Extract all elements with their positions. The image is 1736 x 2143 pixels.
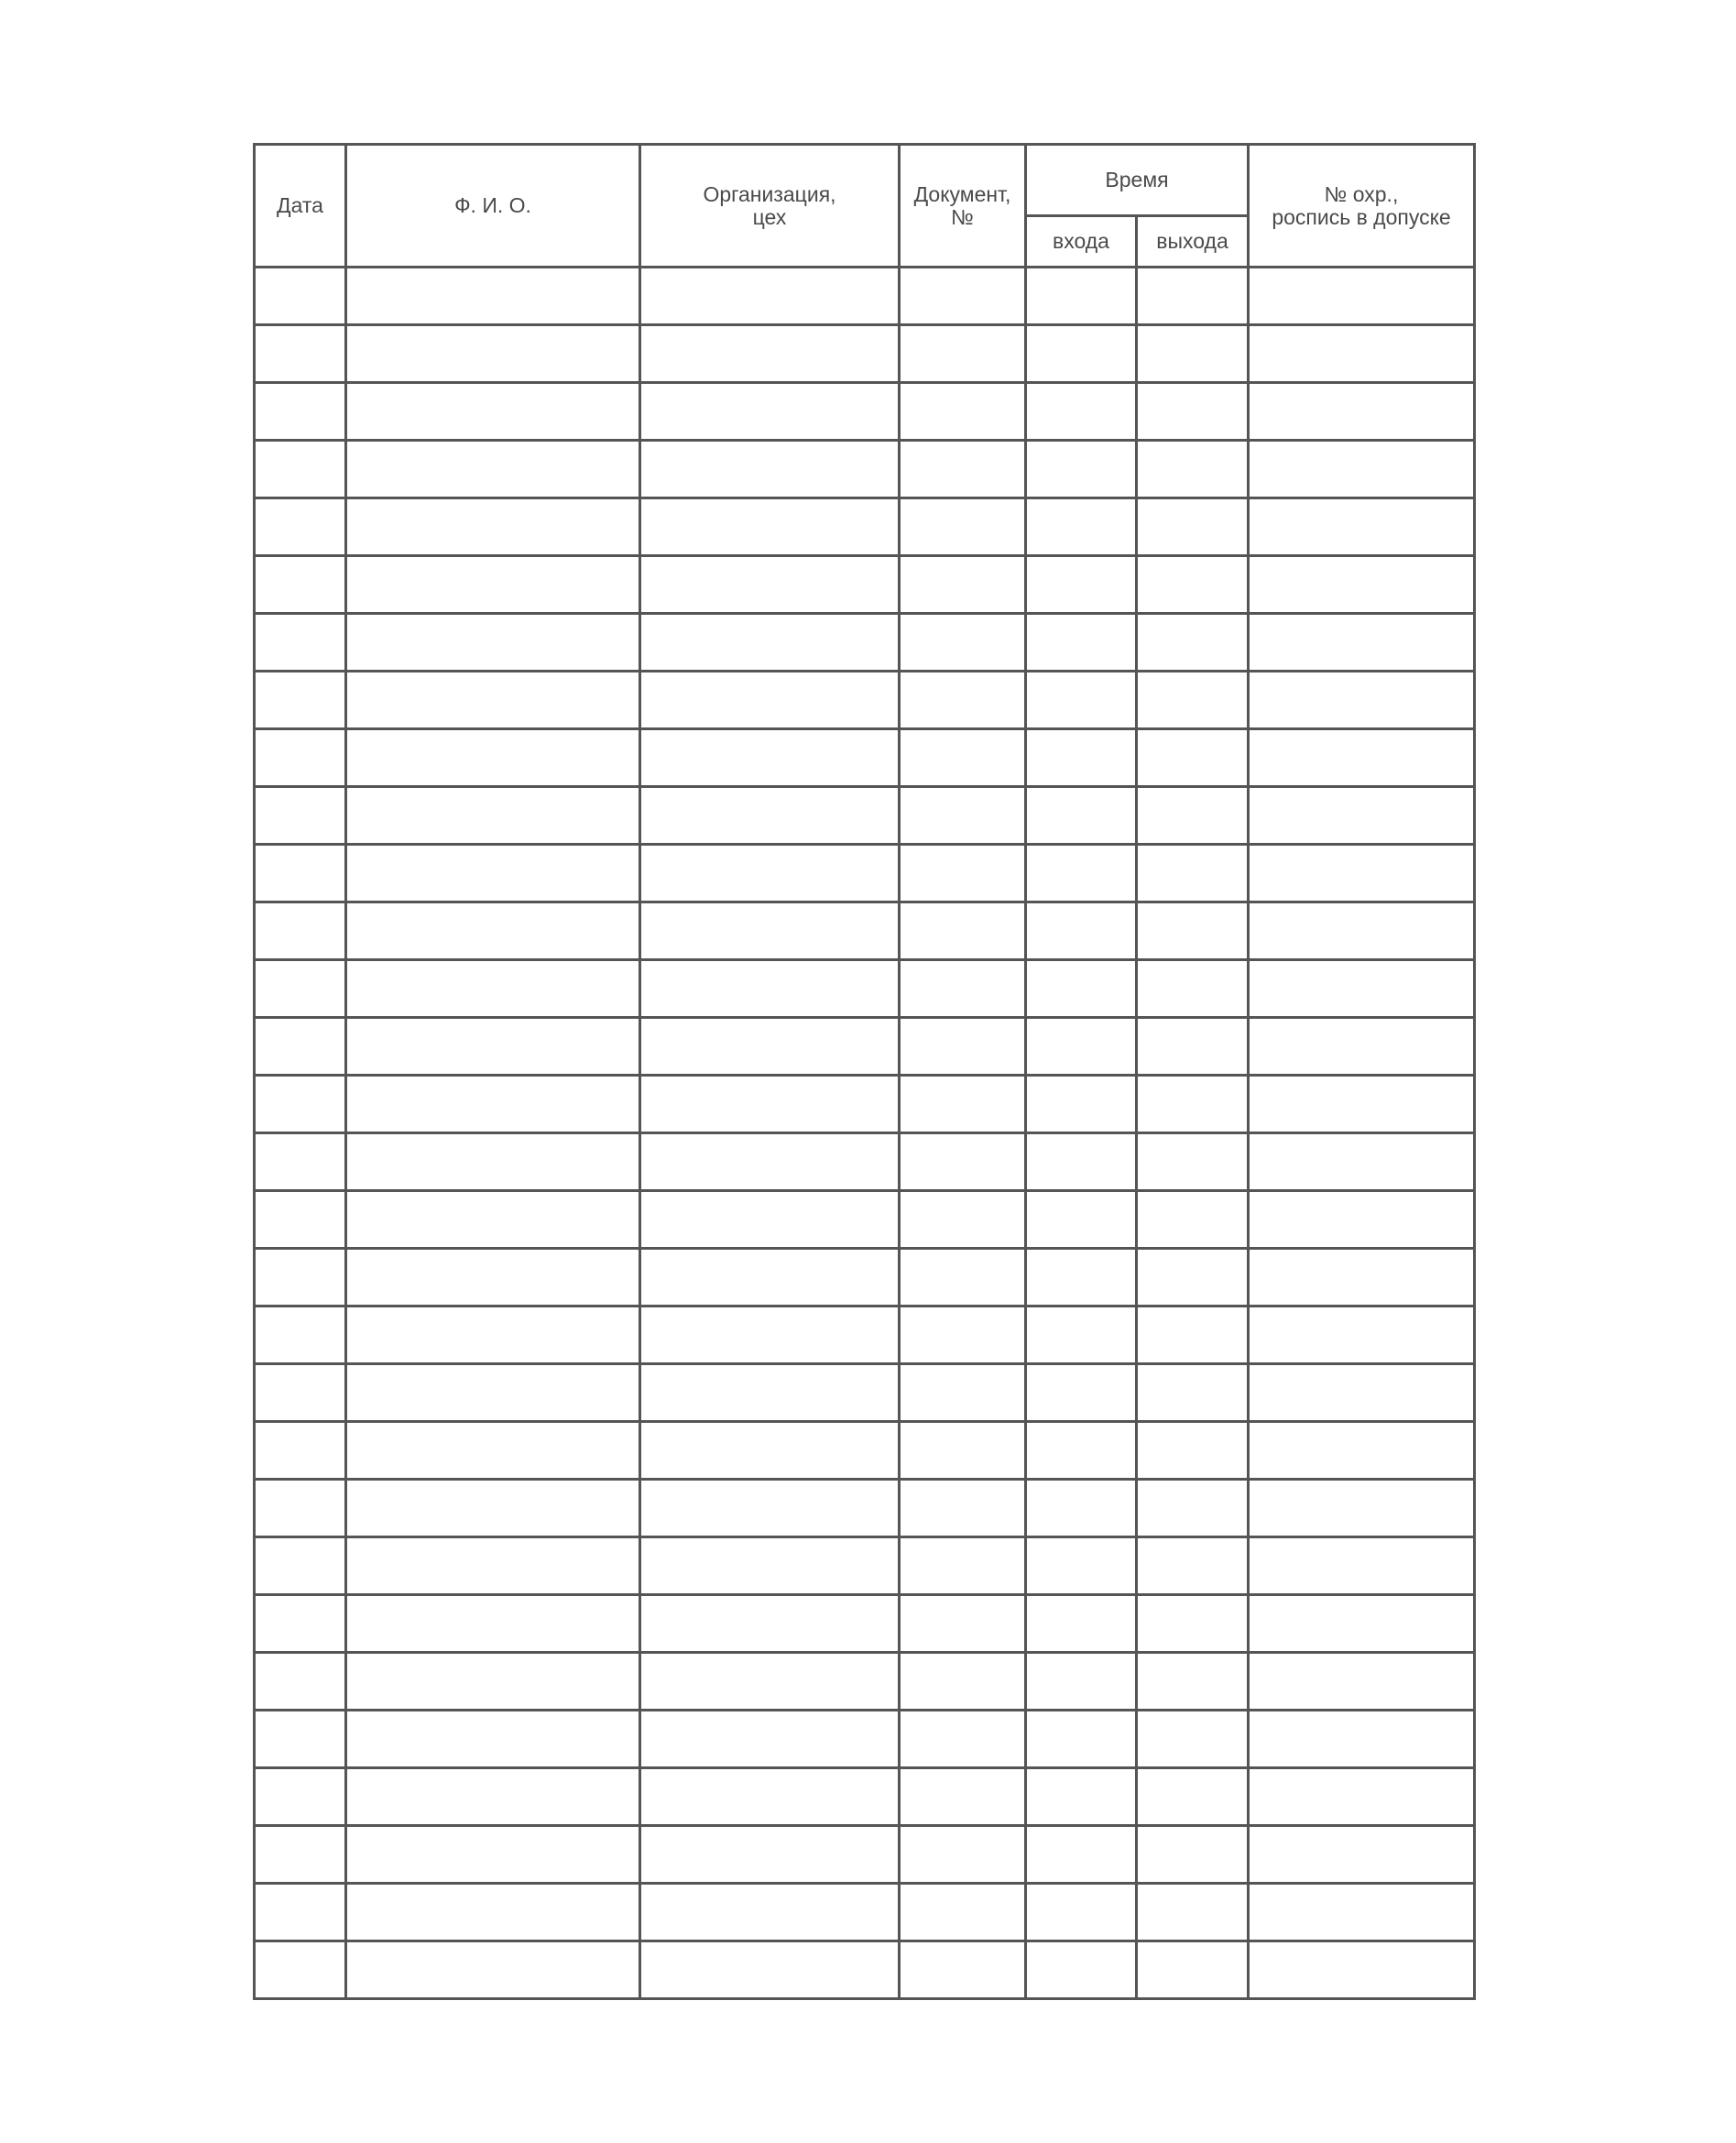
cell-guard-signature bbox=[1249, 1422, 1475, 1480]
table-row bbox=[255, 1653, 1475, 1711]
cell-exit bbox=[1137, 1018, 1249, 1076]
cell-document bbox=[900, 1941, 1026, 1999]
header-fio-label: Ф. И. О. bbox=[454, 193, 531, 217]
cell-date bbox=[255, 383, 346, 441]
cell-organization bbox=[640, 1076, 900, 1133]
cell-entry bbox=[1026, 1884, 1137, 1941]
cell-document bbox=[900, 498, 1026, 556]
cell-entry bbox=[1026, 960, 1137, 1018]
cell-entry bbox=[1026, 1653, 1137, 1711]
header-time bbox=[1026, 145, 1249, 216]
cell-fio bbox=[346, 268, 640, 325]
cell-fio bbox=[346, 383, 640, 441]
cell-organization bbox=[640, 498, 900, 556]
table-row bbox=[255, 1364, 1475, 1422]
cell-exit bbox=[1137, 1941, 1249, 1999]
cell-document bbox=[900, 1480, 1026, 1537]
cell-document bbox=[900, 845, 1026, 902]
cell-document bbox=[900, 325, 1026, 383]
table-row bbox=[255, 556, 1475, 614]
cell-guard-signature bbox=[1249, 1884, 1475, 1941]
cell-exit bbox=[1137, 325, 1249, 383]
cell-guard-signature bbox=[1249, 1133, 1475, 1191]
cell-entry bbox=[1026, 1364, 1137, 1422]
cell-guard-signature bbox=[1249, 845, 1475, 902]
table-row bbox=[255, 1249, 1475, 1307]
cell-date bbox=[255, 1595, 346, 1653]
cell-document bbox=[900, 1653, 1026, 1711]
table-row bbox=[255, 960, 1475, 1018]
cell-guard-signature bbox=[1249, 1364, 1475, 1422]
cell-exit bbox=[1137, 614, 1249, 672]
cell-exit bbox=[1137, 1711, 1249, 1768]
cell-exit bbox=[1137, 1537, 1249, 1595]
cell-organization bbox=[640, 441, 900, 498]
cell-entry bbox=[1026, 672, 1137, 729]
cell-document bbox=[900, 1076, 1026, 1133]
table-row bbox=[255, 1133, 1475, 1191]
cell-exit bbox=[1137, 1249, 1249, 1307]
cell-guard-signature bbox=[1249, 1249, 1475, 1307]
cell-date bbox=[255, 787, 346, 845]
visitor-log-table bbox=[253, 143, 1476, 2000]
cell-entry bbox=[1026, 1537, 1137, 1595]
cell-date bbox=[255, 1711, 346, 1768]
cell-entry bbox=[1026, 1307, 1137, 1364]
cell-date bbox=[255, 268, 346, 325]
cell-guard-signature bbox=[1249, 1018, 1475, 1076]
cell-organization bbox=[640, 845, 900, 902]
cell-organization bbox=[640, 1191, 900, 1249]
cell-fio bbox=[346, 960, 640, 1018]
table-header bbox=[255, 145, 1475, 268]
cell-fio bbox=[346, 614, 640, 672]
cell-entry bbox=[1026, 1826, 1137, 1884]
table-row bbox=[255, 845, 1475, 902]
cell-exit bbox=[1137, 1133, 1249, 1191]
cell-organization bbox=[640, 1249, 900, 1307]
header-entry bbox=[1026, 216, 1137, 268]
cell-document bbox=[900, 614, 1026, 672]
cell-guard-signature bbox=[1249, 1595, 1475, 1653]
header-exit bbox=[1137, 216, 1249, 268]
header-document-label: Документ, № bbox=[913, 181, 1011, 229]
cell-document bbox=[900, 1191, 1026, 1249]
cell-date bbox=[255, 960, 346, 1018]
cell-entry bbox=[1026, 1941, 1137, 1999]
header-organization-label: Организация, цех bbox=[703, 181, 836, 229]
cell-exit bbox=[1137, 787, 1249, 845]
table-row bbox=[255, 498, 1475, 556]
header-organization bbox=[640, 145, 900, 268]
cell-fio bbox=[346, 1884, 640, 1941]
cell-date bbox=[255, 498, 346, 556]
cell-entry bbox=[1026, 498, 1137, 556]
cell-document bbox=[900, 1249, 1026, 1307]
cell-date bbox=[255, 1884, 346, 1941]
cell-guard-signature bbox=[1249, 325, 1475, 383]
cell-document bbox=[900, 1422, 1026, 1480]
cell-date bbox=[255, 1480, 346, 1537]
cell-guard-signature bbox=[1249, 1711, 1475, 1768]
cell-fio bbox=[346, 1537, 640, 1595]
cell-guard-signature bbox=[1249, 787, 1475, 845]
cell-organization bbox=[640, 1941, 900, 1999]
table-row bbox=[255, 1941, 1475, 1999]
cell-organization bbox=[640, 383, 900, 441]
cell-fio bbox=[346, 1307, 640, 1364]
cell-entry bbox=[1026, 1480, 1137, 1537]
cell-exit bbox=[1137, 498, 1249, 556]
cell-exit bbox=[1137, 1191, 1249, 1249]
cell-document bbox=[900, 268, 1026, 325]
cell-entry bbox=[1026, 268, 1137, 325]
cell-organization bbox=[640, 556, 900, 614]
cell-exit bbox=[1137, 1364, 1249, 1422]
cell-guard-signature bbox=[1249, 383, 1475, 441]
cell-entry bbox=[1026, 441, 1137, 498]
cell-organization bbox=[640, 1711, 900, 1768]
table-row bbox=[255, 1711, 1475, 1768]
cell-guard-signature bbox=[1249, 1076, 1475, 1133]
cell-document bbox=[900, 1133, 1026, 1191]
cell-date bbox=[255, 1133, 346, 1191]
cell-guard-signature bbox=[1249, 729, 1475, 787]
cell-date bbox=[255, 1076, 346, 1133]
cell-document bbox=[900, 1018, 1026, 1076]
cell-exit bbox=[1137, 902, 1249, 960]
cell-organization bbox=[640, 960, 900, 1018]
cell-organization bbox=[640, 902, 900, 960]
cell-guard-signature bbox=[1249, 672, 1475, 729]
cell-exit bbox=[1137, 1422, 1249, 1480]
cell-organization bbox=[640, 1884, 900, 1941]
cell-exit bbox=[1137, 1768, 1249, 1826]
cell-date bbox=[255, 556, 346, 614]
cell-entry bbox=[1026, 383, 1137, 441]
cell-organization bbox=[640, 787, 900, 845]
cell-entry bbox=[1026, 556, 1137, 614]
cell-entry bbox=[1026, 787, 1137, 845]
cell-fio bbox=[346, 1768, 640, 1826]
header-time-label: Время bbox=[1105, 168, 1169, 191]
cell-date bbox=[255, 672, 346, 729]
table-row bbox=[255, 902, 1475, 960]
cell-organization bbox=[640, 1480, 900, 1537]
cell-guard-signature bbox=[1249, 556, 1475, 614]
cell-document bbox=[900, 787, 1026, 845]
header-guard-signature-label: № охр., роспись в допуске bbox=[1272, 181, 1451, 229]
cell-date bbox=[255, 1826, 346, 1884]
cell-fio bbox=[346, 441, 640, 498]
cell-date bbox=[255, 1018, 346, 1076]
cell-fio bbox=[346, 498, 640, 556]
cell-fio bbox=[346, 729, 640, 787]
cell-guard-signature bbox=[1249, 1191, 1475, 1249]
cell-fio bbox=[346, 1653, 640, 1711]
cell-entry bbox=[1026, 845, 1137, 902]
cell-exit bbox=[1137, 1480, 1249, 1537]
cell-organization bbox=[640, 729, 900, 787]
cell-entry bbox=[1026, 902, 1137, 960]
table-row bbox=[255, 614, 1475, 672]
cell-fio bbox=[346, 1480, 640, 1537]
cell-date bbox=[255, 845, 346, 902]
header-fio bbox=[346, 145, 640, 268]
cell-organization bbox=[640, 1653, 900, 1711]
cell-organization bbox=[640, 1133, 900, 1191]
cell-exit bbox=[1137, 960, 1249, 1018]
cell-date bbox=[255, 1191, 346, 1249]
table-row bbox=[255, 672, 1475, 729]
cell-date bbox=[255, 441, 346, 498]
cell-entry bbox=[1026, 1133, 1137, 1191]
table-row bbox=[255, 1826, 1475, 1884]
table-row bbox=[255, 1884, 1475, 1941]
cell-guard-signature bbox=[1249, 268, 1475, 325]
cell-guard-signature bbox=[1249, 1307, 1475, 1364]
cell-date bbox=[255, 1422, 346, 1480]
cell-entry bbox=[1026, 1076, 1137, 1133]
cell-entry bbox=[1026, 1249, 1137, 1307]
table-row bbox=[255, 1480, 1475, 1537]
cell-document bbox=[900, 1884, 1026, 1941]
cell-guard-signature bbox=[1249, 1653, 1475, 1711]
cell-exit bbox=[1137, 845, 1249, 902]
table-body bbox=[255, 268, 1475, 1999]
cell-guard-signature bbox=[1249, 1768, 1475, 1826]
cell-date bbox=[255, 1249, 346, 1307]
cell-document bbox=[900, 1364, 1026, 1422]
cell-organization bbox=[640, 1018, 900, 1076]
cell-date bbox=[255, 614, 346, 672]
table-row bbox=[255, 1191, 1475, 1249]
cell-fio bbox=[346, 902, 640, 960]
cell-fio bbox=[346, 1711, 640, 1768]
cell-organization bbox=[640, 325, 900, 383]
cell-document bbox=[900, 1537, 1026, 1595]
cell-organization bbox=[640, 1422, 900, 1480]
cell-document bbox=[900, 441, 1026, 498]
cell-document bbox=[900, 556, 1026, 614]
cell-fio bbox=[346, 1249, 640, 1307]
table-row bbox=[255, 1422, 1475, 1480]
cell-fio bbox=[346, 1826, 640, 1884]
cell-entry bbox=[1026, 1191, 1137, 1249]
table-row bbox=[255, 1307, 1475, 1364]
cell-guard-signature bbox=[1249, 1480, 1475, 1537]
cell-entry bbox=[1026, 729, 1137, 787]
cell-entry bbox=[1026, 614, 1137, 672]
cell-date bbox=[255, 1653, 346, 1711]
table-row bbox=[255, 268, 1475, 325]
cell-organization bbox=[640, 1768, 900, 1826]
cell-guard-signature bbox=[1249, 1537, 1475, 1595]
cell-organization bbox=[640, 1537, 900, 1595]
cell-guard-signature bbox=[1249, 1826, 1475, 1884]
cell-fio bbox=[346, 1133, 640, 1191]
header-document bbox=[900, 145, 1026, 268]
cell-exit bbox=[1137, 556, 1249, 614]
cell-date bbox=[255, 1941, 346, 1999]
cell-exit bbox=[1137, 729, 1249, 787]
cell-guard-signature bbox=[1249, 441, 1475, 498]
table-row bbox=[255, 1537, 1475, 1595]
cell-organization bbox=[640, 268, 900, 325]
cell-guard-signature bbox=[1249, 960, 1475, 1018]
cell-fio bbox=[346, 1191, 640, 1249]
cell-exit bbox=[1137, 1653, 1249, 1711]
table-row bbox=[255, 1595, 1475, 1653]
cell-organization bbox=[640, 1595, 900, 1653]
cell-entry bbox=[1026, 1422, 1137, 1480]
table-row bbox=[255, 1768, 1475, 1826]
cell-entry bbox=[1026, 1711, 1137, 1768]
cell-guard-signature bbox=[1249, 902, 1475, 960]
header-row-top bbox=[255, 145, 1475, 216]
cell-document bbox=[900, 729, 1026, 787]
cell-exit bbox=[1137, 441, 1249, 498]
table-row bbox=[255, 325, 1475, 383]
cell-document bbox=[900, 960, 1026, 1018]
cell-exit bbox=[1137, 672, 1249, 729]
cell-document bbox=[900, 1711, 1026, 1768]
cell-organization bbox=[640, 1364, 900, 1422]
cell-entry bbox=[1026, 1018, 1137, 1076]
cell-entry bbox=[1026, 325, 1137, 383]
cell-fio bbox=[346, 1364, 640, 1422]
cell-fio bbox=[346, 325, 640, 383]
table-row bbox=[255, 729, 1475, 787]
cell-document bbox=[900, 383, 1026, 441]
table-row bbox=[255, 787, 1475, 845]
header-date-label: Дата bbox=[277, 193, 323, 217]
cell-exit bbox=[1137, 1826, 1249, 1884]
cell-fio bbox=[346, 787, 640, 845]
cell-date bbox=[255, 1307, 346, 1364]
cell-date bbox=[255, 729, 346, 787]
header-entry-label: входа bbox=[1053, 229, 1109, 253]
cell-fio bbox=[346, 1076, 640, 1133]
cell-guard-signature bbox=[1249, 1941, 1475, 1999]
cell-fio bbox=[346, 845, 640, 902]
cell-fio bbox=[346, 556, 640, 614]
cell-organization bbox=[640, 1826, 900, 1884]
cell-fio bbox=[346, 1018, 640, 1076]
cell-organization bbox=[640, 614, 900, 672]
cell-exit bbox=[1137, 383, 1249, 441]
table-row bbox=[255, 1076, 1475, 1133]
cell-exit bbox=[1137, 1595, 1249, 1653]
cell-guard-signature bbox=[1249, 614, 1475, 672]
table-row bbox=[255, 441, 1475, 498]
table-row bbox=[255, 1018, 1475, 1076]
cell-document bbox=[900, 1595, 1026, 1653]
header-date bbox=[255, 145, 346, 268]
cell-document bbox=[900, 902, 1026, 960]
cell-exit bbox=[1137, 1076, 1249, 1133]
cell-fio bbox=[346, 1422, 640, 1480]
cell-exit bbox=[1137, 1307, 1249, 1364]
cell-document bbox=[900, 1307, 1026, 1364]
header-exit-label: выхода bbox=[1156, 229, 1228, 253]
cell-fio bbox=[346, 672, 640, 729]
cell-guard-signature bbox=[1249, 498, 1475, 556]
cell-entry bbox=[1026, 1595, 1137, 1653]
cell-document bbox=[900, 1826, 1026, 1884]
header-guard-signature bbox=[1249, 145, 1475, 268]
cell-organization bbox=[640, 1307, 900, 1364]
cell-fio bbox=[346, 1595, 640, 1653]
cell-date bbox=[255, 1537, 346, 1595]
cell-entry bbox=[1026, 1768, 1137, 1826]
cell-date bbox=[255, 902, 346, 960]
cell-document bbox=[900, 1768, 1026, 1826]
cell-exit bbox=[1137, 1884, 1249, 1941]
table-row bbox=[255, 383, 1475, 441]
cell-date bbox=[255, 1364, 346, 1422]
cell-fio bbox=[346, 1941, 640, 1999]
cell-document bbox=[900, 672, 1026, 729]
cell-organization bbox=[640, 672, 900, 729]
cell-exit bbox=[1137, 268, 1249, 325]
cell-date bbox=[255, 325, 346, 383]
cell-date bbox=[255, 1768, 346, 1826]
